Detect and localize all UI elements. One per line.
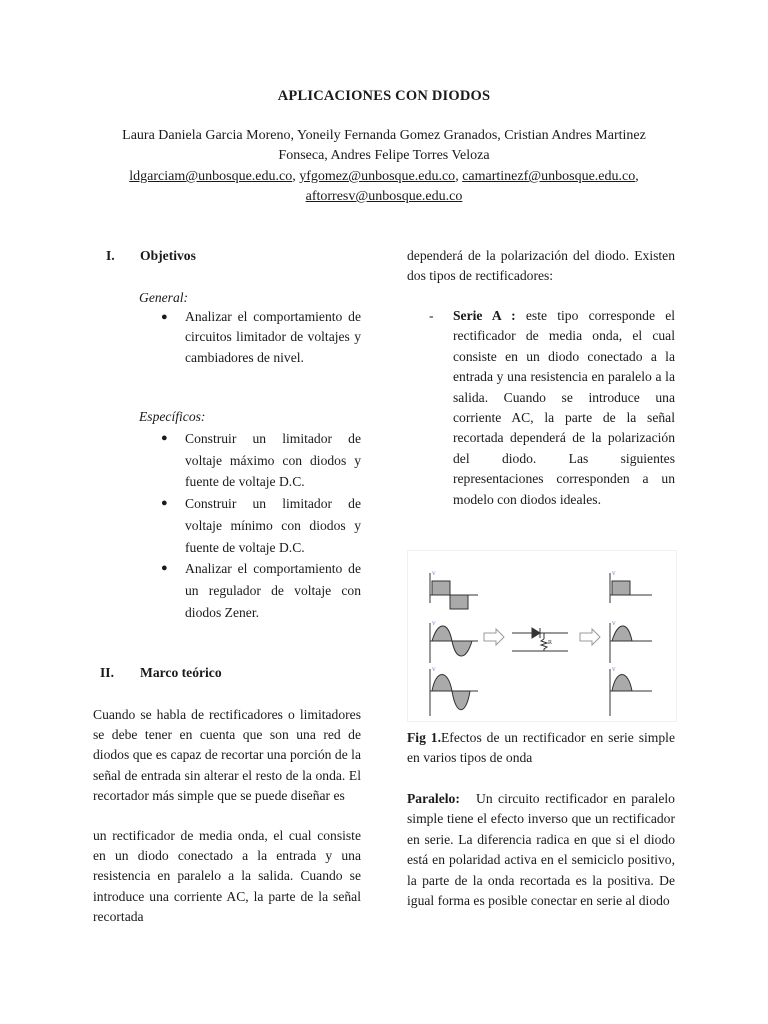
paralelo-paragraph: [407, 789, 675, 911]
section-1-heading: [106, 248, 196, 264]
paper-title: APLICACIONES CON DIODOS: [277, 88, 491, 104]
specific-label: Específicos:: [139, 409, 206, 424]
serie-a-item: [407, 306, 675, 510]
email-link[interactable]: ldgarciam@unbosque.edu.co: [129, 169, 293, 184]
square-wave-positive: [432, 581, 450, 595]
figure-label: Fig 1.: [407, 730, 441, 745]
figure-caption: [407, 728, 675, 769]
author-emails: ldgarciam@unbosque.edu.co, yfgomez@unbosque.edu.co, camartinezf@unbosque.edu.co, aftorresv@unbosque.edu.co: [129, 169, 639, 204]
paralelo-label: Paralelo:: [407, 791, 460, 806]
figure-rectifier: [407, 550, 677, 722]
dash-marker: -: [429, 308, 434, 323]
section-2-heading: [100, 665, 222, 681]
v-label: V: [432, 668, 436, 673]
section-1-title: Objetivos: [140, 248, 196, 263]
list-item: ● Analizar el comportamiento de un regulador de voltaje con diodos Zener.: [139, 558, 361, 623]
resistor-label: R: [548, 640, 553, 646]
v-label: V: [432, 572, 436, 577]
output-sine: [612, 626, 632, 641]
section-1-number: I.: [106, 248, 115, 263]
arrow-icon: [580, 629, 600, 645]
right-intro: dependerá de la polarización del diodo. Existen dos tipos de rectificadores:: [407, 248, 675, 284]
list-item: ● Construir un limitador de voltaje mínimo con diodos y fuente de voltaje D.C.: [139, 493, 361, 558]
v-label: V: [612, 572, 616, 577]
email-link[interactable]: aftorresv@unbosque.edu.co: [305, 189, 463, 204]
square-wave-negative: [450, 595, 468, 609]
list-item: ● Analizar el comportamiento de circuitos limitador de voltajes y cambiadores de nivel.: [139, 307, 361, 368]
section-2-paragraph-2: un rectificador de media onda, el cual consiste en un diodo conectado a la entrada y una resistencia en paralelo a la salida. Cuando se introduce una corriente AC, la parte de la señal recortada: [93, 828, 361, 924]
paralelo-text: Un circuito rectificador en paralelo simple tiene el efecto inverso que un rectificador en serie. La diferencia radica en que si el diodo está en polaridad activa en el semiciclo positivo, la parte de la onda recortada es la positiva. De igual forma es posible conectar en serie al diodo: [407, 791, 675, 909]
authors: [80, 126, 688, 166]
rectifier-diagram: [408, 551, 676, 721]
serie-a-label: Serie A :: [453, 308, 516, 323]
output-pulse: [612, 675, 632, 692]
serie-a-text: este tipo corresponde el rectificador de media onda, el cual consiste en un diodo conectado a la entrada y una resistencia en paralelo a la salida. Cuando se introduce una corriente AC, la parte de la señal recortada dependerá de la polarización del diodo. Las siguientes representaciones corresponden a un modelo con diodos ideales.: [453, 308, 676, 507]
list-item: ● Construir un limitador de voltaje máximo con diodos y fuente de voltaje D.C.: [139, 428, 361, 493]
general-label: General:: [139, 290, 189, 305]
authors-line-2: Fonseca, Andres Felipe Torres Veloza: [278, 148, 490, 163]
v-label: V: [432, 622, 436, 627]
sine-wave: [432, 626, 472, 656]
v-label: V: [612, 668, 616, 673]
arrow-icon: [484, 629, 504, 645]
specific-list: [139, 428, 361, 623]
circuit: [512, 628, 568, 651]
output-square: [612, 581, 630, 595]
section-2-title: Marco teórico: [140, 665, 222, 680]
authors-line-1: Laura Daniela Garcia Moreno, Yoneily Fernanda Gomez Granados, Cristian Andres Martinez: [122, 128, 646, 143]
pulse-wave: [432, 675, 470, 710]
email-link[interactable]: camartinezf@unbosque.edu.co: [462, 169, 636, 184]
v-label: V: [612, 622, 616, 627]
email-link[interactable]: yfgomez@unbosque.edu.co: [299, 169, 456, 184]
general-list: [139, 307, 361, 368]
figure-caption-text: Efectos de un rectificador en serie simple en varios tipos de onda: [407, 730, 675, 766]
section-2-paragraph-1: Cuando se habla de rectificadores o limitadores se debe tener en cuenta que son una red de diodos que es capaz de recortar una porción de la señal de entrada sin alterar el resto de la onda. El recortador más simple que se puede diseñar es: [93, 707, 361, 803]
section-2-number: II.: [100, 665, 114, 680]
